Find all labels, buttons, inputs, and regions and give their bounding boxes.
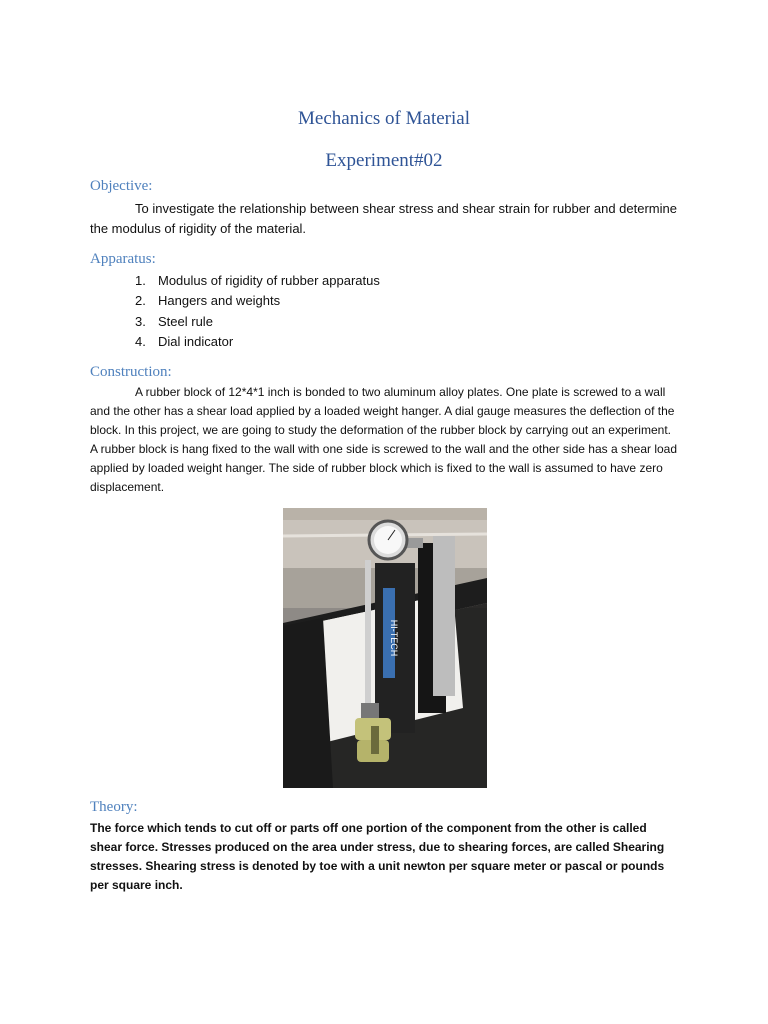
list-item-text: Steel rule — [158, 313, 213, 329]
construction-text: A rubber block of 12*4*1 inch is bonded to two aluminum alloy plates. One plate is screwed to a wall and the other has a shear load applied by a loaded weight hanger. A dial gauge measures the deflection of the block. In this project, we are going to study the deformation of the rubber block by carrying out an experiment. A rubber block is hang fixed to the wall with one side is screwed to the wall and the other side has a shear load applied by loaded weight hanger. The side of rubber block which is fixed to the wall is assumed to have zero displacement. — [90, 385, 678, 494]
document-title: Mechanics of Material — [298, 108, 470, 129]
objective-heading: Objective: — [90, 178, 153, 194]
objective-text: To investigate the relationship between shear stress and shear strain for rubber and determine the modulus of rigidity of the material. — [90, 201, 677, 236]
theory-paragraph: The force which tends to cut off or parts off one portion of the component from the other is called shear force. Stresses produced on the area under stress, due to shearing forces, are called Shearing stresses. Shearing stress is denoted by toe with a unit newton per square meter or pascal or pounds per square inch. — [90, 821, 665, 892]
list-number: 4. — [135, 333, 146, 349]
apparatus-list — [135, 271, 380, 352]
list-item — [135, 312, 380, 332]
objective-paragraph — [90, 199, 680, 239]
list-item — [135, 271, 380, 291]
list-item-text: Dial indicator — [158, 333, 234, 349]
apparatus-photo — [283, 508, 487, 788]
list-number: 1. — [135, 273, 146, 288]
theory-heading: Theory: — [90, 799, 138, 815]
list-number: 3. — [135, 313, 146, 329]
photo-label: HI-TECH — [389, 619, 399, 657]
list-number: 2. — [135, 293, 146, 309]
experiment-number: Experiment#02 — [325, 150, 443, 171]
construction-heading: Construction: — [90, 364, 172, 380]
construction-paragraph — [90, 383, 680, 497]
list-item — [135, 291, 380, 311]
apparatus-heading: Apparatus: — [90, 251, 156, 267]
list-item-text: Hangers and weights — [158, 293, 281, 309]
list-item — [135, 332, 380, 352]
list-item-text: Modulus of rigidity of rubber apparatus — [158, 273, 380, 288]
